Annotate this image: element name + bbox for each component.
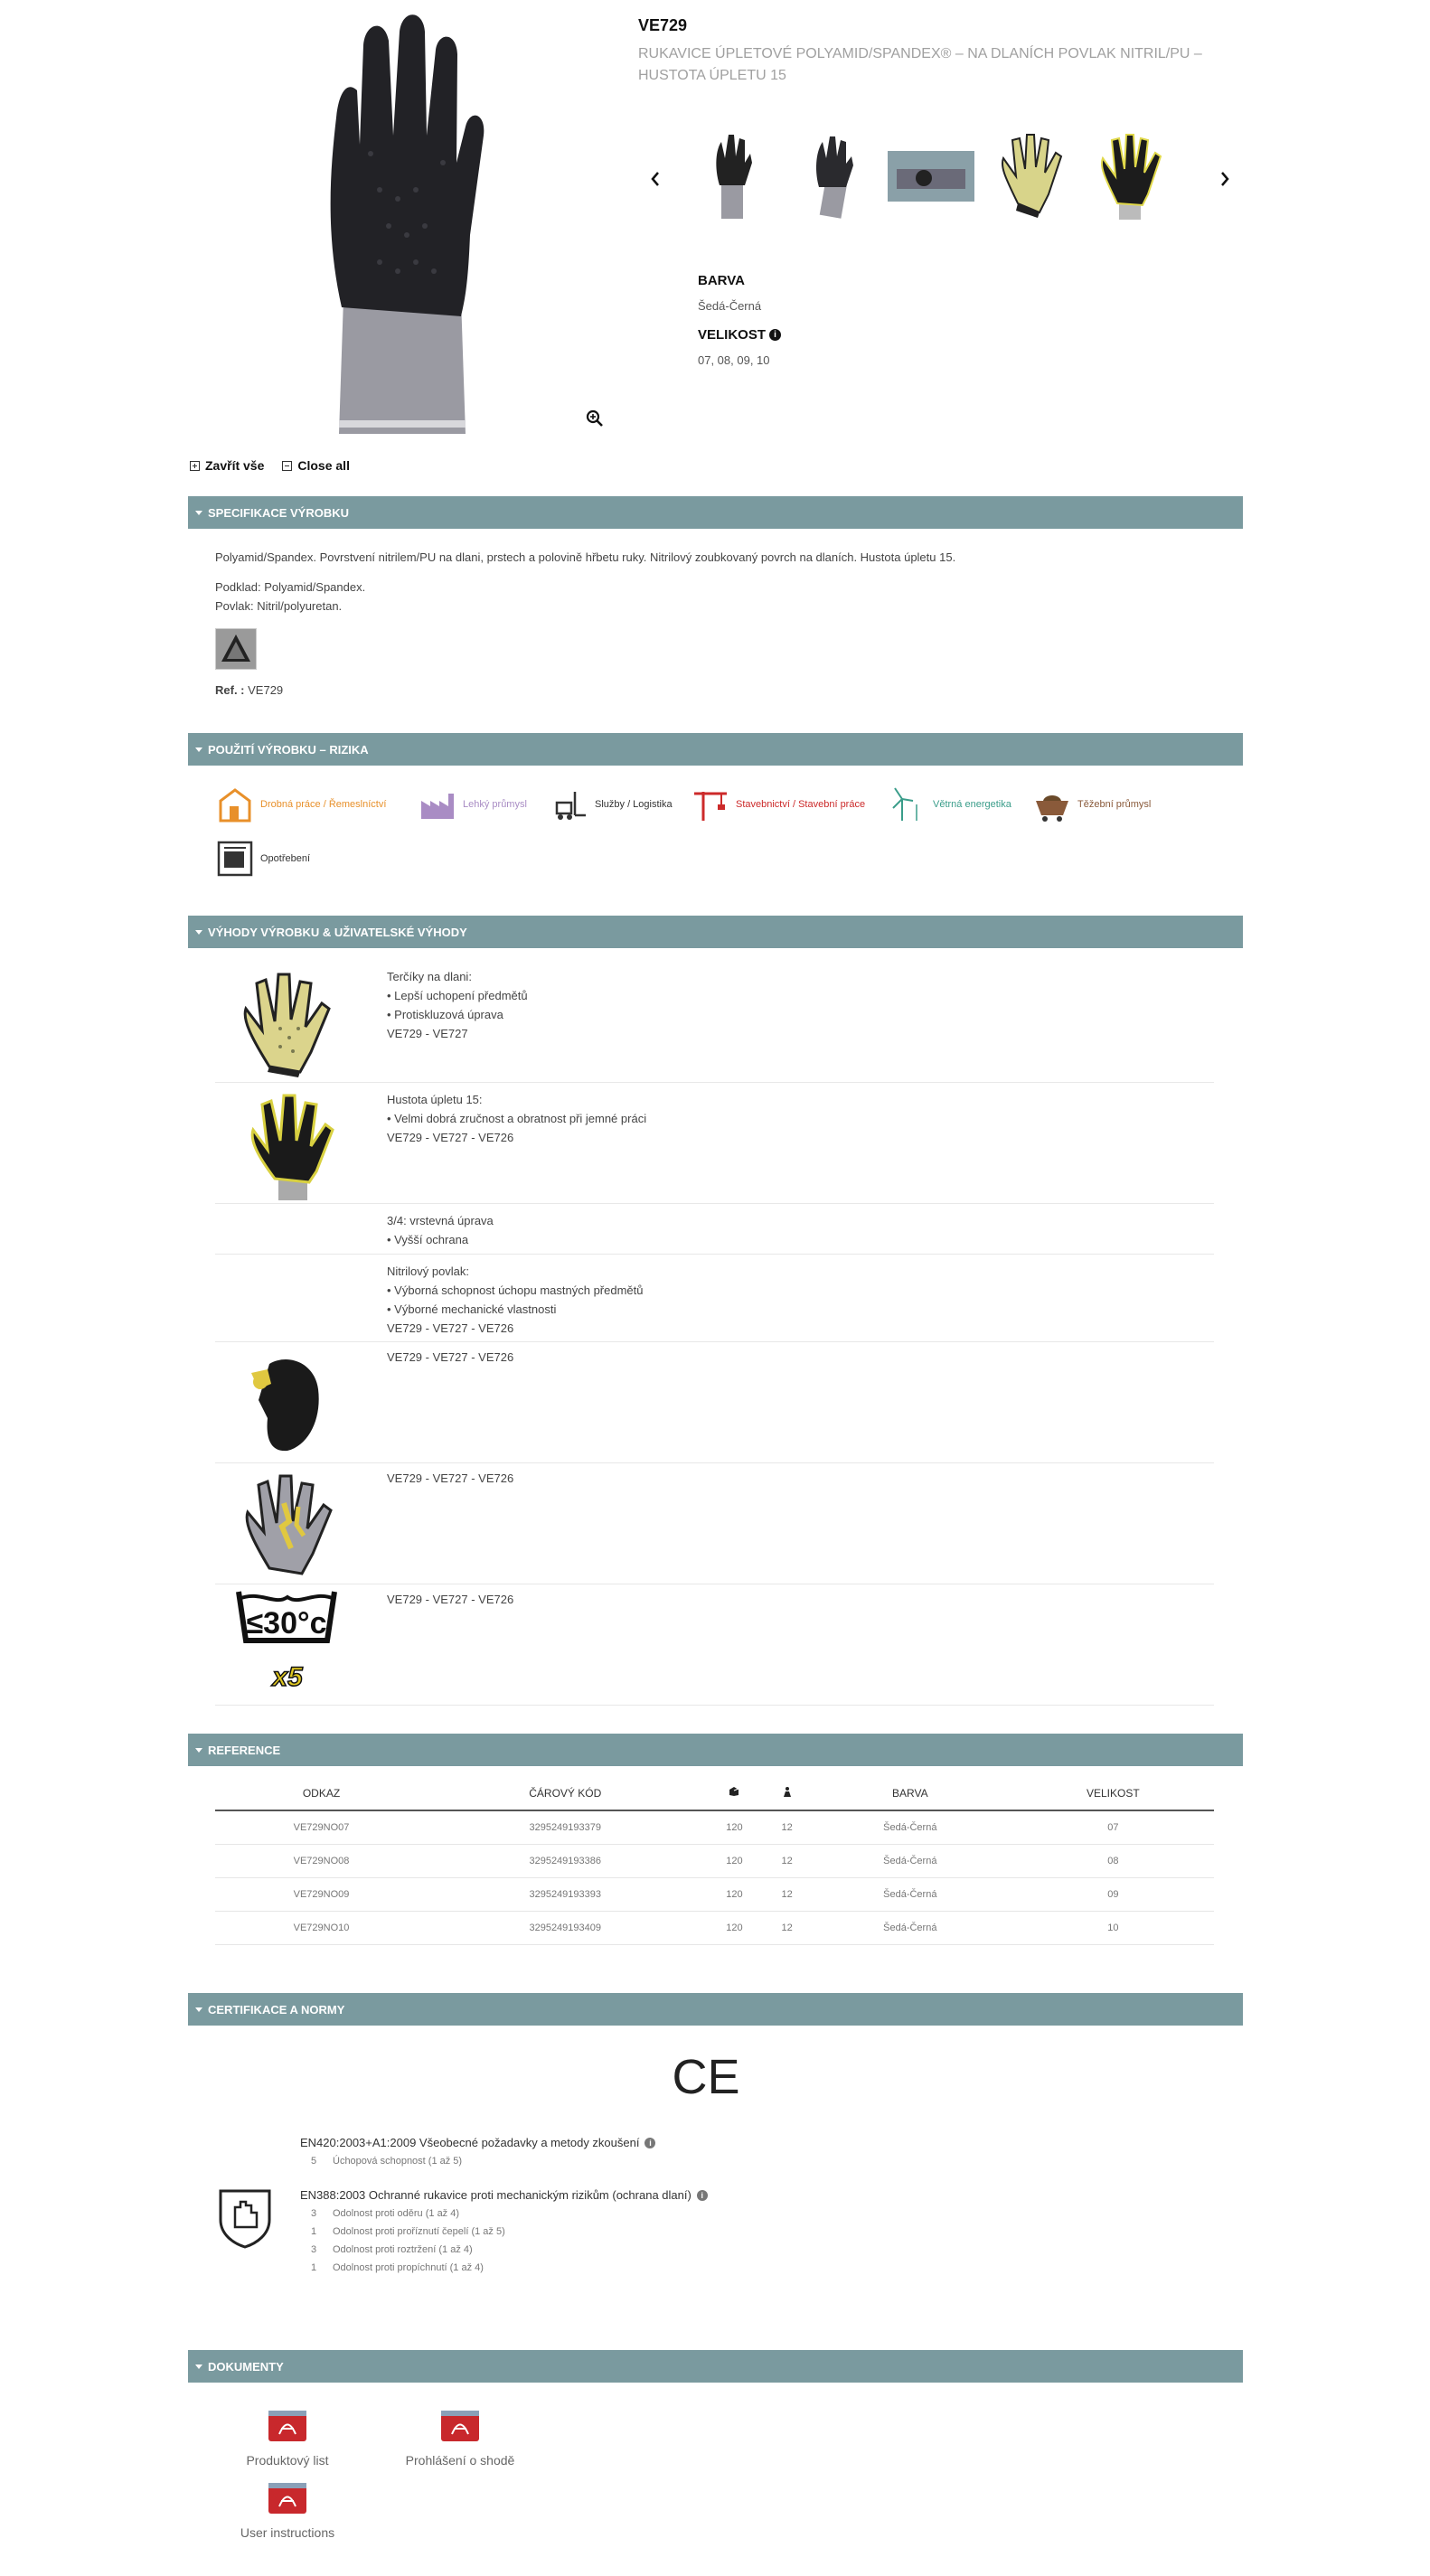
advantage-line: • Výborná schopnost úchopu mastných předmětů <box>387 1283 644 1297</box>
advantage-line: VE729 - VE727 - VE726 <box>387 1131 514 1144</box>
cert-item-score: 1 <box>311 2226 317 2237</box>
close-all-label: Close all <box>297 458 350 473</box>
cell-barcode: 3295249193393 <box>428 1877 702 1911</box>
color-label: BARVA <box>698 273 745 288</box>
cell-color: Šedá-Černá <box>808 1877 1012 1911</box>
cell-box: 120 <box>702 1877 766 1911</box>
section-header-use[interactable] <box>188 733 1243 766</box>
size-value: 07, 08, 09, 10 <box>698 353 770 367</box>
cert-item-score: 1 <box>311 2262 317 2273</box>
advantage-line: Hustota úpletu 15: <box>387 1093 483 1106</box>
knit-glove-icon <box>233 1088 342 1201</box>
caret-down-icon <box>195 930 202 935</box>
cell-barcode: 3295249193386 <box>428 1844 702 1877</box>
advantage-text <box>387 1211 494 1249</box>
cell-ref: VE729NO07 <box>215 1810 428 1844</box>
advantage-line: VE729 - VE727 - VE726 <box>387 1350 514 1364</box>
col-header-barcode: ČÁROVÝ KÓD <box>428 1776 702 1810</box>
advantage-text <box>387 1469 513 1488</box>
table-row <box>215 1911 1214 1944</box>
spec-base: Podklad: Polyamid/Spandex. <box>215 580 366 594</box>
cell-pack: 12 <box>766 1877 808 1911</box>
advantage-line: • Vyšší ochrana <box>387 1233 469 1246</box>
info-icon[interactable]: i <box>644 2138 655 2148</box>
use-label: Větrná energetika <box>933 799 1011 810</box>
cell-pack: 12 <box>766 1810 808 1844</box>
cert-item-label: Odolnost proti roztržení (1 až 4) <box>333 2244 473 2255</box>
advantage-text <box>387 1090 646 1147</box>
carousel-prev-chevron-icon[interactable] <box>642 163 669 195</box>
cert-item-label: Odolnost proti propíchnutí (1 až 4) <box>333 2262 484 2273</box>
cell-barcode: 3295249193379 <box>428 1810 702 1844</box>
cert-en420-title: EN420:2003+A1:2009 Všeobecné požadavky a metody zkoušení <box>300 2136 640 2149</box>
use-wear[interactable] <box>215 839 310 879</box>
toggle-all-bar <box>190 458 350 473</box>
ref-value: VE729 <box>248 683 284 697</box>
advantage-line: • Výborné mechanické vlastnosti <box>387 1302 557 1316</box>
main-product-image[interactable] <box>316 9 488 438</box>
cell-size: 08 <box>1012 1844 1214 1877</box>
caret-down-icon <box>195 747 202 752</box>
cert-item-score: 3 <box>311 2208 317 2219</box>
use-label: Lehký průmysl <box>463 799 527 810</box>
section-title-use: POUŽITÍ VÝROBKU – RIZIKA <box>208 742 369 757</box>
advantage-text <box>387 967 528 1043</box>
advantage-line: Nitrilový povlak: <box>387 1264 470 1278</box>
advantage-line: VE729 - VE727 - VE726 <box>387 1471 514 1485</box>
dotted-palm-glove-icon <box>233 965 342 1078</box>
use-label: Drobná práce / Řemeslníctví <box>260 799 387 810</box>
col-header-color: BARVA <box>808 1776 1012 1810</box>
section-title-certs: CERTIFIKACE A NORMY <box>208 2002 345 2017</box>
open-all-label: Zavřít vše <box>205 458 265 473</box>
zoom-icon[interactable] <box>585 409 605 428</box>
wind-turbine-icon <box>888 785 927 824</box>
ce-mark-icon <box>673 2050 739 2101</box>
use-logistics[interactable] <box>550 785 673 824</box>
close-all-toggle[interactable] <box>282 458 350 473</box>
cell-ref: VE729NO10 <box>215 1911 428 1944</box>
section-title-advantages: VÝHODY VÝROBKU & UŽIVATELSKÉ VÝHODY <box>208 925 467 939</box>
cert-item-label: Úchopová schopnost (1 až 5) <box>333 2156 463 2167</box>
svg-text:≤30°c: ≤30°c <box>246 1606 327 1641</box>
product-code: VE729 <box>638 16 688 34</box>
advantage-line: VE729 - VE727 - VE726 <box>387 1593 514 1606</box>
advantage-row <box>215 1255 1214 1342</box>
thumbnail-1[interactable] <box>687 131 777 221</box>
use-label: Stavebnictví / Stavební práce <box>736 799 866 810</box>
info-icon[interactable]: i <box>769 329 781 341</box>
caret-down-icon <box>195 2007 202 2012</box>
table-row <box>215 1877 1214 1911</box>
col-header-size: VELIKOST <box>1012 1776 1214 1810</box>
use-label: Těžební průmysl <box>1077 799 1152 810</box>
color-value: Šedá-Černá <box>698 299 762 313</box>
use-crafts[interactable] <box>215 785 386 824</box>
cert-en420 <box>300 2136 655 2149</box>
caret-down-icon <box>195 511 202 515</box>
grip-fist-icon <box>233 1346 342 1459</box>
forklift-icon <box>550 785 589 824</box>
section-title-spec: SPECIFIKACE VÝROBKU <box>208 505 350 520</box>
section-header-reference[interactable] <box>188 1734 1243 1766</box>
doc-label: Produktový list <box>246 2453 329 2468</box>
thumbnail-carousel <box>642 127 1238 230</box>
doc-product-sheet[interactable] <box>242 2409 333 2468</box>
cert-en388 <box>300 2188 708 2202</box>
size-label: VELIKOST <box>698 327 767 343</box>
caret-down-icon <box>195 2364 202 2369</box>
section-header-docs[interactable] <box>188 2350 1243 2383</box>
doc-declaration[interactable] <box>401 2409 519 2468</box>
mine-cart-icon <box>1032 785 1072 824</box>
svg-text:CE: CE <box>673 2050 739 2101</box>
pdf-icon <box>267 2409 308 2443</box>
cert-item-score: 3 <box>311 2244 317 2255</box>
doc-user-instructions[interactable] <box>238 2481 337 2540</box>
cell-box: 120 <box>702 1810 766 1844</box>
person-icon <box>782 1786 793 1797</box>
col-header-box <box>702 1776 766 1810</box>
cell-ref: VE729NO08 <box>215 1844 428 1877</box>
advantage-line: 3/4: vrstevná úprava <box>387 1214 494 1227</box>
mechanical-protection-glove-icon <box>233 1467 342 1580</box>
col-header-ref: ODKAZ <box>215 1776 428 1810</box>
cell-barcode: 3295249193409 <box>428 1911 702 1944</box>
ref-label: Ref. : <box>215 683 245 697</box>
advantage-text <box>387 1348 513 1367</box>
info-icon[interactable]: i <box>697 2190 708 2201</box>
section-title-docs: DOKUMENTY <box>208 2359 284 2374</box>
col-header-pack <box>766 1776 808 1810</box>
abrasion-icon <box>215 839 255 879</box>
brand-logo-icon <box>215 628 257 670</box>
crane-icon <box>691 785 730 824</box>
cert-item-label: Odolnost proti proříznutí čepelí (1 až 5) <box>333 2226 505 2237</box>
advantage-row <box>215 1204 1214 1255</box>
washable-30-icon <box>233 1586 342 1699</box>
cert-item <box>311 2226 505 2237</box>
mechanical-risk-shield-icon <box>217 2186 273 2249</box>
advantage-row <box>215 1083 1214 1204</box>
spec-ref <box>215 681 283 700</box>
use-construction[interactable] <box>691 785 865 824</box>
advantage-line: • Lepší uchopení předmětů <box>387 989 528 1002</box>
cell-color: Šedá-Černá <box>808 1911 1012 1944</box>
cert-item-score: 5 <box>311 2156 317 2167</box>
section-title-reference: REFERENCE <box>208 1743 281 1757</box>
box-icon <box>729 1786 739 1797</box>
advantage-line: • Protiskluzová úprava <box>387 1008 503 1021</box>
carousel-next-chevron-icon[interactable] <box>1211 163 1238 195</box>
cell-size: 07 <box>1012 1810 1214 1844</box>
advantage-row <box>215 1342 1214 1463</box>
cell-box: 120 <box>702 1844 766 1877</box>
advantage-text <box>387 1262 644 1338</box>
use-mining[interactable] <box>1032 785 1151 824</box>
cell-pack: 12 <box>766 1844 808 1877</box>
cell-color: Šedá-Černá <box>808 1844 1012 1877</box>
table-row <box>215 1810 1214 1844</box>
thumbnail-5[interactable] <box>1085 131 1175 221</box>
doc-label: User instructions <box>240 2525 335 2540</box>
cert-item-label: Odolnost proti oděru (1 až 4) <box>333 2208 460 2219</box>
cell-size: 10 <box>1012 1911 1214 1944</box>
section-header-certs[interactable] <box>188 1993 1243 2026</box>
advantage-row <box>215 1463 1214 1584</box>
section-header-advantages[interactable] <box>188 916 1243 948</box>
use-wind-energy[interactable] <box>888 785 1011 824</box>
product-subtitle: RUKAVICE ÚPLETOVÉ POLYAMID/SPANDEX® – NA DLANÍCH POVLAK NITRIL/PU – HUSTOTA ÚPLETU 15 <box>638 46 1202 83</box>
advantage-text <box>387 1590 513 1609</box>
cell-pack: 12 <box>766 1911 808 1944</box>
pdf-icon <box>267 2481 308 2515</box>
advantage-line: Terčíky na dlani: <box>387 970 472 983</box>
advantage-row <box>215 1584 1214 1706</box>
expand-icon <box>190 461 200 471</box>
advantage-line: VE729 - VE727 <box>387 1027 468 1040</box>
thumbnail-4[interactable] <box>985 131 1076 221</box>
caret-down-icon <box>195 1748 202 1753</box>
house-icon <box>215 785 255 824</box>
pdf-icon <box>439 2409 481 2443</box>
section-header-spec[interactable] <box>188 496 1243 529</box>
use-light-industry[interactable] <box>418 785 527 824</box>
cell-box: 120 <box>702 1911 766 1944</box>
cell-size: 09 <box>1012 1877 1214 1911</box>
doc-label: Prohlášení o shodě <box>405 2453 515 2468</box>
advantage-row <box>215 956 1214 1083</box>
table-row <box>215 1844 1214 1877</box>
thumbnail-2[interactable] <box>786 131 877 221</box>
spec-coat: Povlak: Nitril/polyuretan. <box>215 599 343 613</box>
reference-table <box>215 1776 1214 1945</box>
cell-color: Šedá-Černá <box>808 1810 1012 1844</box>
cert-en388-title: EN388:2003 Ochranné rukavice proti mechanickým rizikům (ochrana dlaní) <box>300 2188 691 2202</box>
spec-description: Polyamid/Spandex. Povrstvení nitrilem/PU na dlani, prstech a polovině hřbetu ruky. Nitrilový zoubkovaný povrch na dlaních. Hustota úpletu 15. <box>215 550 956 564</box>
cert-item <box>311 2244 473 2255</box>
use-label: Služby / Logistika <box>595 799 673 810</box>
size-heading <box>698 327 781 343</box>
svg-text:x5: x5 <box>272 1662 303 1692</box>
advantage-line: • Velmi dobrá zručnost a obratnost při jemné práci <box>387 1112 647 1125</box>
cell-ref: VE729NO09 <box>215 1877 428 1911</box>
open-all-toggle[interactable] <box>190 458 264 473</box>
factory-icon <box>418 785 457 824</box>
cert-item <box>311 2208 459 2219</box>
cert-item <box>311 2156 462 2167</box>
collapse-icon <box>282 461 292 471</box>
advantage-line: VE729 - VE727 - VE726 <box>387 1321 514 1335</box>
use-label: Opotřebení <box>260 853 311 864</box>
cert-item <box>311 2262 484 2273</box>
thumbnail-3[interactable] <box>886 131 976 221</box>
table-header-row <box>215 1776 1214 1810</box>
